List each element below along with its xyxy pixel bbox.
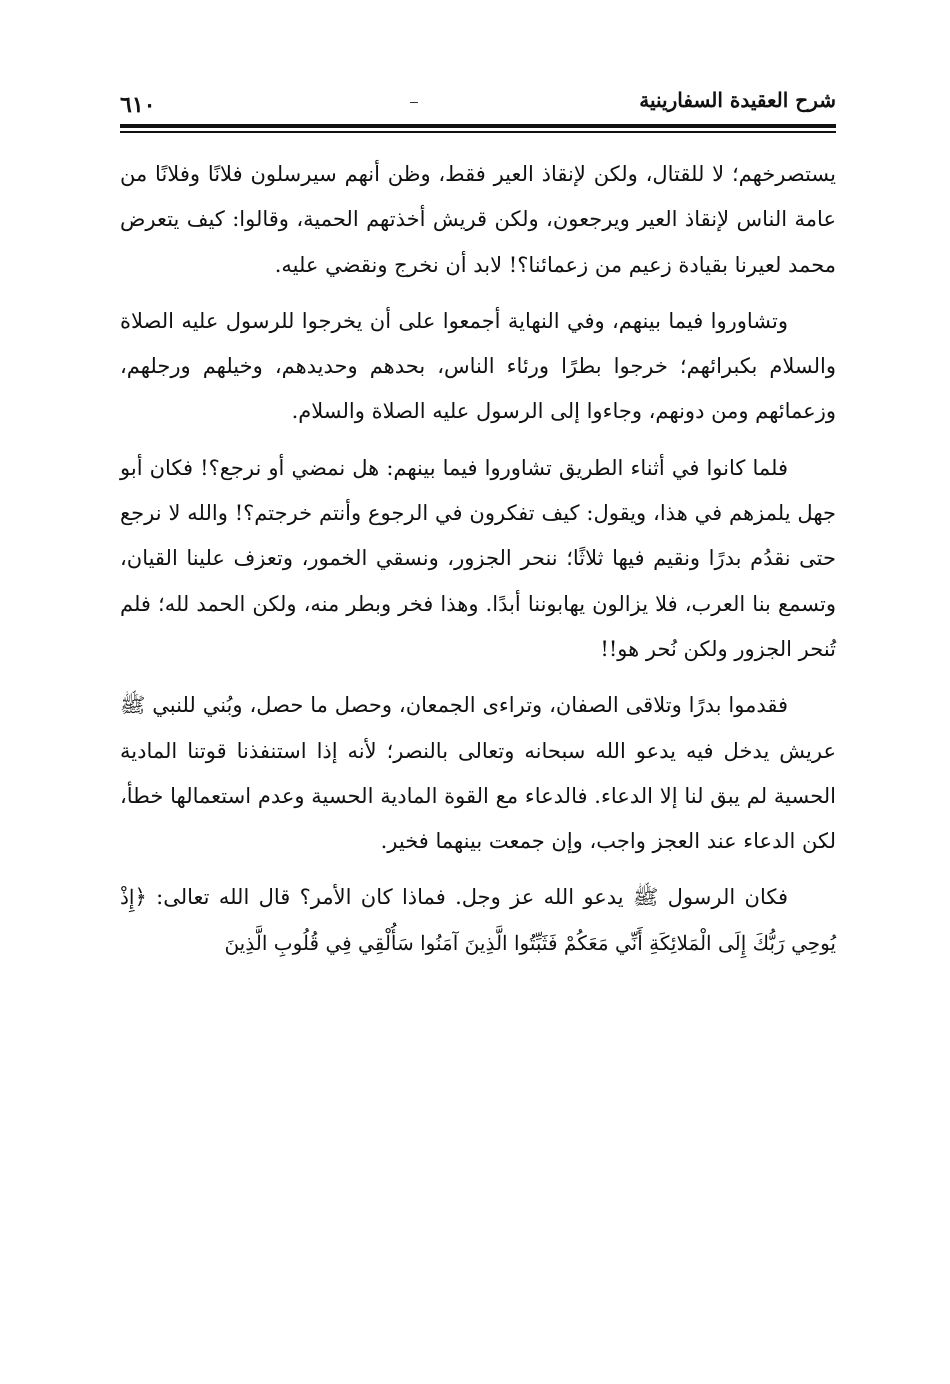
paragraph-1: يستصرخهم؛ لا للقتال، ولكن لإنقاذ العير فقط، وظن أنهم سيرسلون فلانًا وفلانًا من عامة الناس لإنقاذ العير ويرجعون، ولكن قريش أخذتهم الحمية، وقالوا: كيف يتعرض محمد لعيرنا بقيادة زعيم من زعمائنا؟! لابد أن نخرج ونقضي عليه. — [120, 162, 836, 277]
header-rule-thick — [120, 124, 836, 128]
paragraph-3: فلما كانوا في أثناء الطريق تشاوروا فيما بينهم: هل نمضي أو نرجع؟! فكان أبو جهل يلمزهم في هذا، ويقول: كيف تفكرون في الرجوع وأنتم خرجتم؟! والله لا نرجع حتى نقدُم بدرًا ونقيم فيها ثلاثًا؛ ننحر الجزور، ونسقي الخمور، وتعزف علينا القيان، وتسمع بنا العرب، فلا يزالون يهابوننا أبدًا. وهذا فخر وبطر منه، ولكن الحمد لله؛ فلم تُنحر الجزور ولكن نُحر هو!! — [120, 455, 836, 661]
paragraph-5 — [120, 875, 836, 966]
quran-verse: إِذْ يُوحِي رَبُّكَ إِلَى الْمَلائِكَةِ أَنِّي مَعَكُمْ فَثَبِّتُوا الَّذِينَ آمَنُوا سَأُلْقِي فِي قُلُوبِ الَّذِينَ — [120, 885, 836, 955]
paragraph-4: فقدموا بدرًا وتلاقى الصفان، وتراءى الجمعان، وحصل ما حصل، وبُني للنبي ﷺ عريش يدخل فيه يدعو الله سبحانه وتعالى بالنصر؛ لأنه إذا استنفذنا قوتنا المادية الحسية لم يبق لنا إلا الدعاء. فالدعاء مع القوة المادية الحسية وعدم استعمالها خطأ، لكن الدعاء عند العجز واجب، وإن جمعت بينهما فخير. — [120, 693, 836, 854]
header-dash — [410, 102, 418, 103]
paragraph-5-text: فكان الرسول ﷺ يدعو الله عز وجل. فماذا كان الأمر؟ قال الله تعالى: — [156, 885, 788, 910]
verse-open-bracket: ﴿ — [134, 885, 147, 910]
running-title: شرح العقيدة السفارينية — [639, 88, 836, 112]
page-number: ٦١٠ — [120, 92, 156, 118]
header-rule-thin — [120, 131, 836, 133]
page-body — [120, 152, 836, 977]
paragraph-2: وتشاوروا فيما بينهم، وفي النهاية أجمعوا على أن يخرجوا للرسول عليه الصلاة والسلام بكبرائهم؛ خرجوا بطرًا ورئاء الناس، بحدهم وحديدهم، وخيلهم ورجلهم، وزعمائهم ومن دونهم، وجاءوا إلى الرسول عليه الصلاة والسلام. — [120, 308, 836, 424]
